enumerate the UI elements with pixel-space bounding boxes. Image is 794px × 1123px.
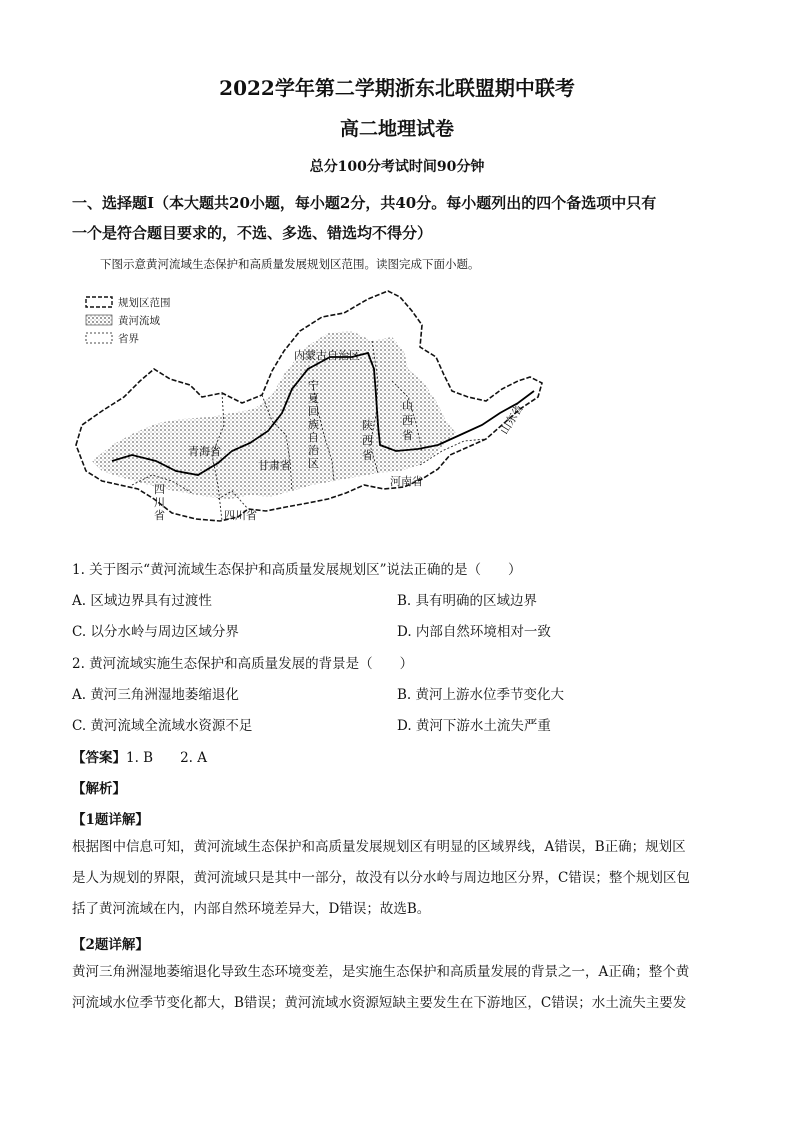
label-sichuan-1 <box>154 483 165 522</box>
question-2-stem: 2. 黄河流域实施生态保护和高质量发展的背景是（ ） <box>72 656 414 672</box>
question-2-option-a: A. 黄河三角洲湿地萎缩退化 <box>72 687 239 703</box>
question-2-option-b: B. 黄河上游水位季节变化大 <box>397 687 565 703</box>
map-legend <box>86 296 171 345</box>
svg-text:区: 区 <box>308 457 319 470</box>
question-1-stem: 1. 关于图示“黄河流域生态保护和高质量发展规划区”说法正确的是（ ） <box>72 562 522 578</box>
answer-text: 1. B 2. A <box>126 750 208 766</box>
detail-2-label: 【2题详解】 <box>72 937 149 953</box>
label-shaanxi <box>362 418 373 462</box>
exam-title: 2022学年第二学期浙东北联盟期中联考 <box>219 76 575 100</box>
detail-1-line: 是人为规划的界限，黄河流域只是其中一部分，故没有以分水岭与周边地区分界，C错误；整个规划区包 <box>72 870 690 886</box>
svg-text:回: 回 <box>308 405 319 418</box>
svg-text:省: 省 <box>402 429 413 442</box>
question-2-option-d: D. 黄河下游水土流失严重 <box>397 718 551 734</box>
section-heading-line2: 一个是符合题目要求的，不选、多选、错选均不得分） <box>72 224 433 242</box>
legend-planning-area: 规划区范围 <box>118 297 171 309</box>
question-2-option-c: C. 黄河流域全流域水资源不足 <box>72 718 253 734</box>
svg-text:省: 省 <box>154 509 165 522</box>
exam-subtitle: 高二地理试卷 <box>339 118 454 140</box>
detail-2-line: 河流域水位季节变化都大，B错误；黄河流域水资源短缺主要发生在下游地区，C错误；水土流失主要发 <box>72 995 687 1011</box>
svg-text:山: 山 <box>402 399 413 412</box>
svg-text:西: 西 <box>402 414 413 427</box>
detail-1-line: 根据图中信息可知，黄河流域生态保护和高质量发展规划区有明显的区域界线，A错误，B正确；规划区 <box>72 839 686 855</box>
svg-text:省: 省 <box>362 449 373 462</box>
analysis-label: 【解析】 <box>72 781 126 797</box>
answer-label: 【答案】 <box>72 750 126 766</box>
section-heading-line1: 一、选择题Ⅰ（本大题共20小题，每小题2分，共40分。每小题列出的四个备选项中只有 <box>72 194 657 212</box>
svg-text:夏: 夏 <box>308 392 319 405</box>
svg-text:治: 治 <box>308 444 319 457</box>
svg-text:陕: 陕 <box>362 419 373 432</box>
exam-info: 总分100分考试时间90分钟 <box>309 159 485 175</box>
label-henan: 河南省 <box>390 475 423 488</box>
label-gansu: 甘肃省 <box>258 459 291 472</box>
label-shanxi <box>402 399 413 442</box>
detail-2-text <box>72 957 722 1019</box>
svg-text:自: 自 <box>308 431 319 444</box>
yellow-river-map <box>72 285 552 525</box>
question-1-option-b: B. 具有明确的区域边界 <box>397 593 538 609</box>
label-qinghai: 青海省 <box>188 445 221 458</box>
label-ningxia <box>308 379 320 470</box>
svg-text:族: 族 <box>308 418 319 431</box>
detail-1-line: 括了黄河流域在内，内部自然环境差异大，D错误；故选B。 <box>72 901 431 917</box>
svg-text:西: 西 <box>362 434 373 447</box>
svg-text:川: 川 <box>154 496 165 509</box>
label-sichuan-2: 四川省 <box>224 509 257 522</box>
question-1-option-a: A. 区域边界具有过渡性 <box>72 593 212 609</box>
map-intro: 下图示意黄河流域生态保护和高质量发展规划区范围。读图完成下面小题。 <box>100 257 480 271</box>
detail-2-line: 黄河三角洲湿地萎缩退化导致生态环境变差，是实施生态保护和高质量发展的背景之一，A正确；整个黄 <box>72 964 690 980</box>
detail-1-label: 【1题详解】 <box>72 812 149 828</box>
label-neimenggu: 内蒙古自治区 <box>294 349 360 362</box>
svg-text:四: 四 <box>154 483 165 496</box>
question-1-option-c: C. 以分水岭与周边区域分界 <box>72 624 239 640</box>
answer-line <box>72 746 207 766</box>
svg-text:宁: 宁 <box>308 379 319 392</box>
question-1-option-d: D. 内部自然环境相对一致 <box>397 624 551 640</box>
legend-province-border: 省界 <box>118 333 139 345</box>
label-shandong: 山东省 <box>497 401 527 437</box>
detail-1-text <box>72 832 722 925</box>
legend-yellow-river-basin: 黄河流域 <box>118 315 160 327</box>
